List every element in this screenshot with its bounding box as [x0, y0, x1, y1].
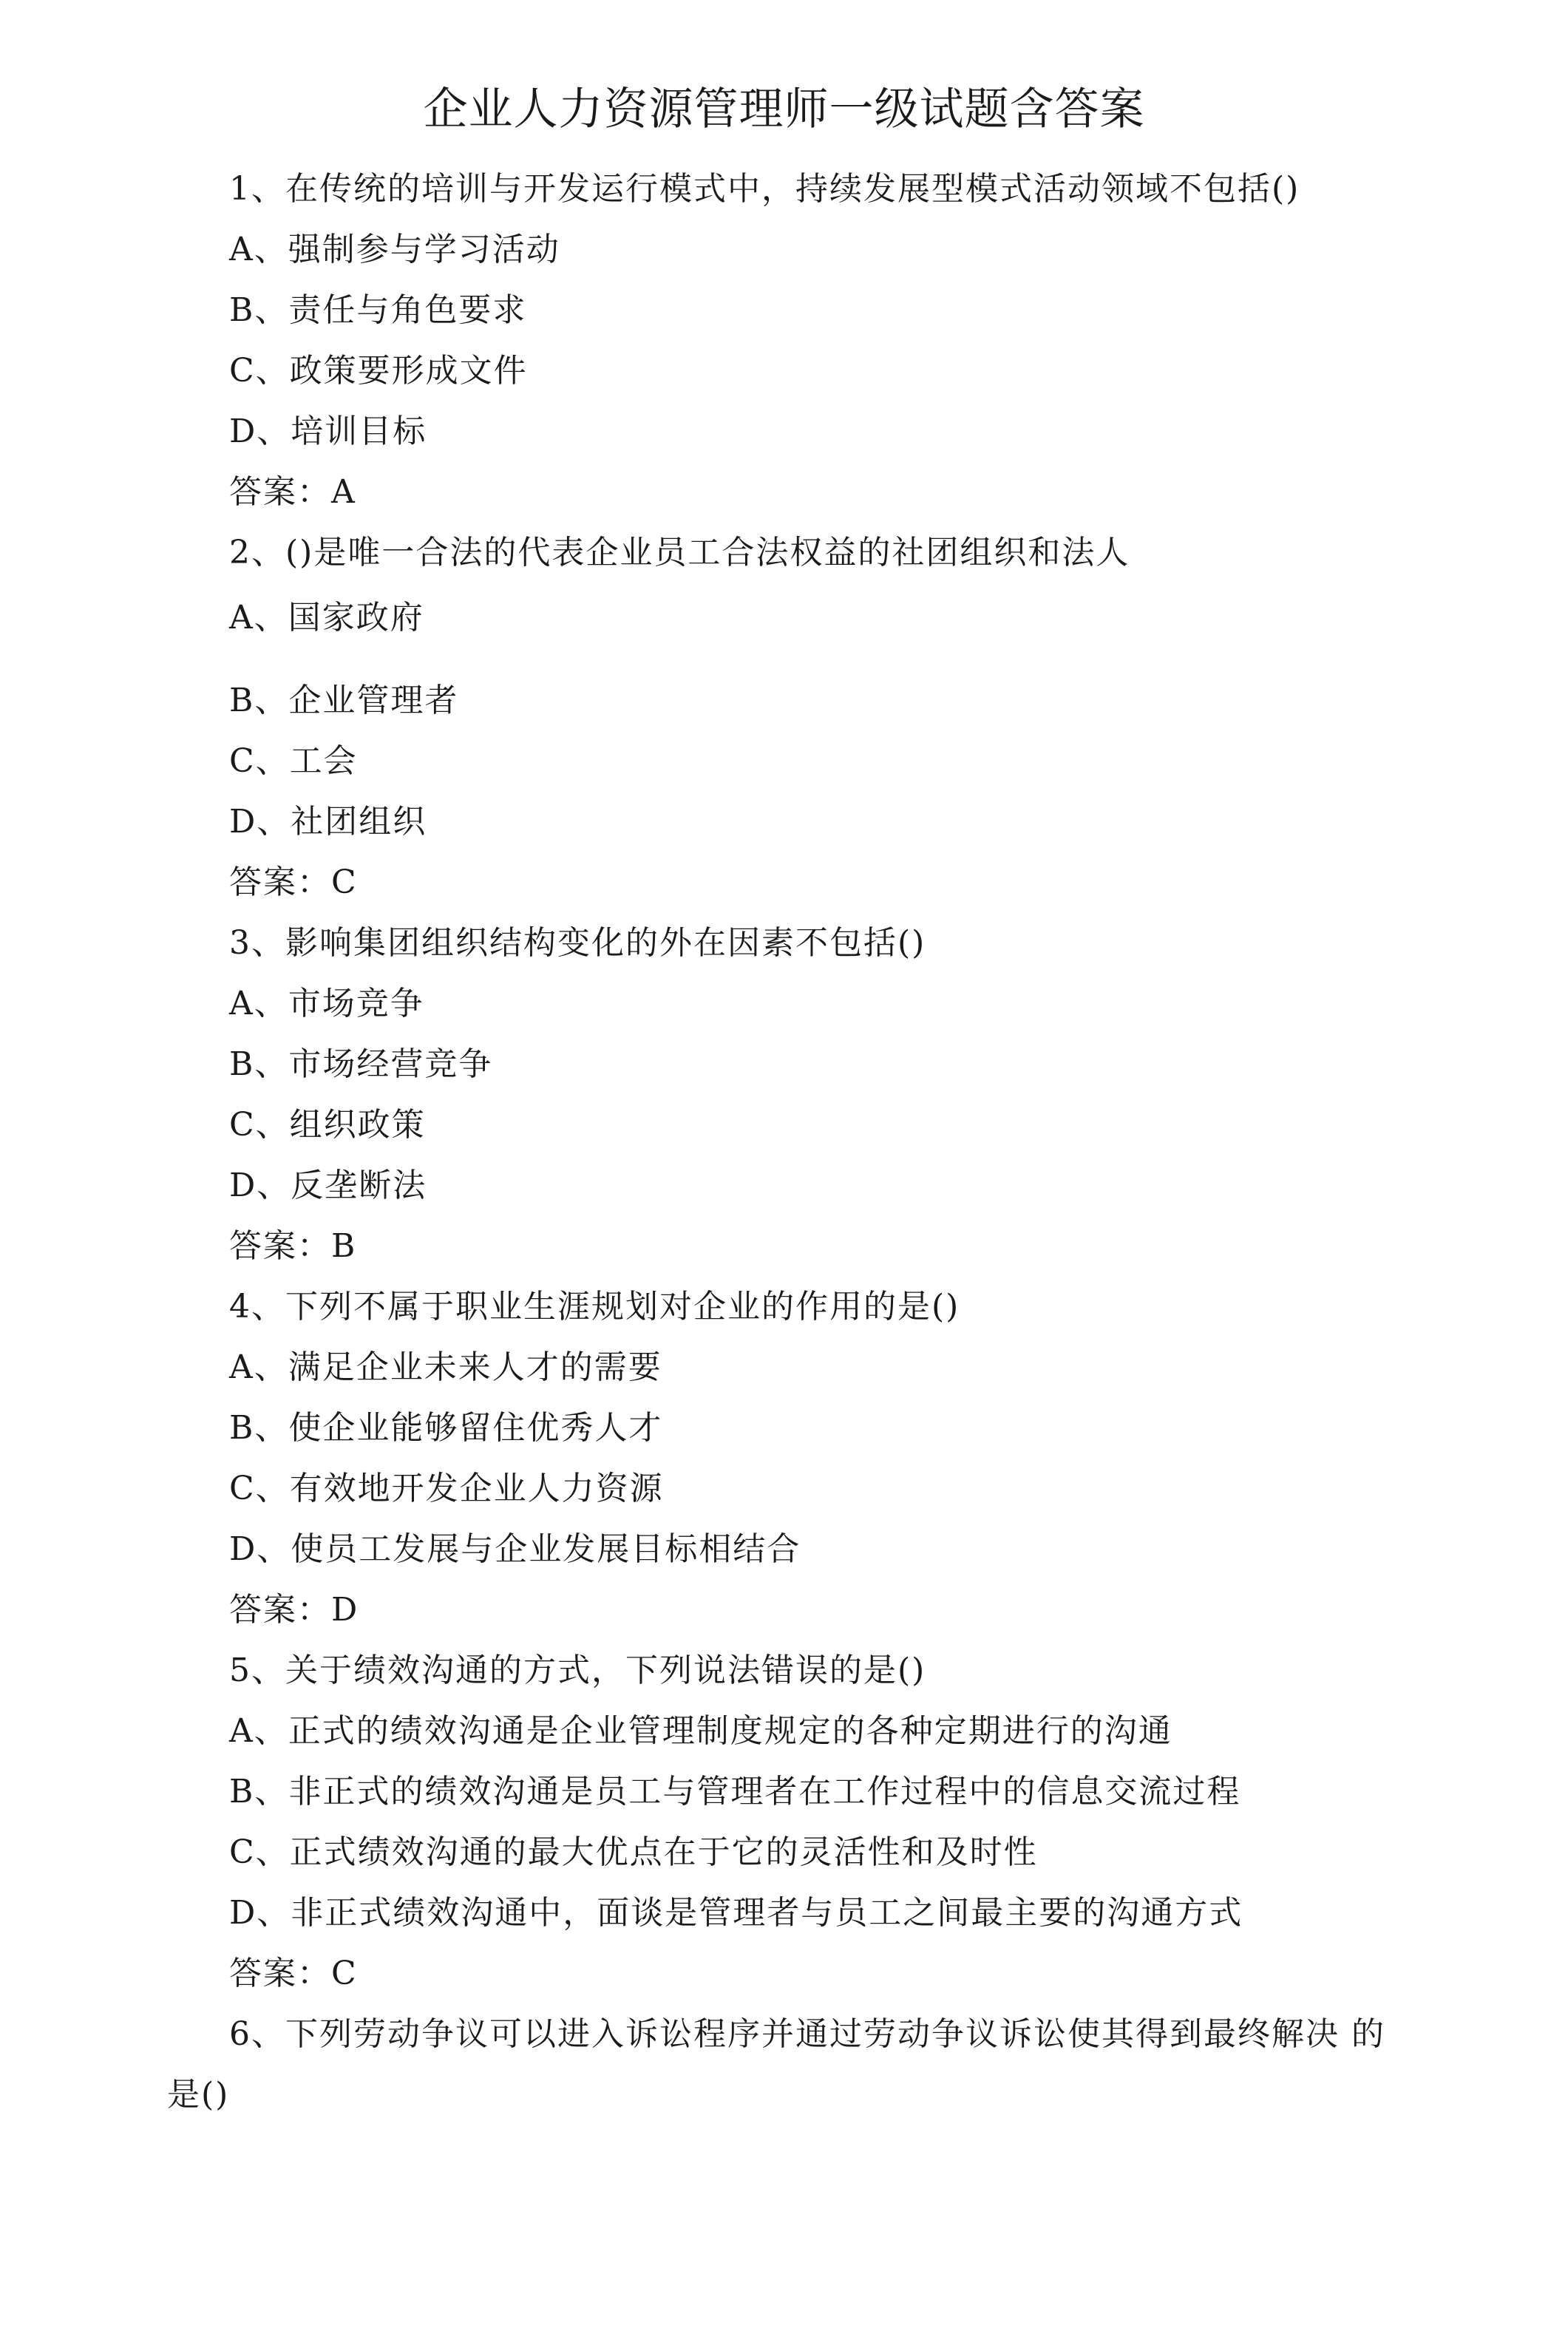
question-3-option-a: A、市场竞争 [229, 985, 424, 1022]
question-2-option-b: B、企业管理者 [229, 682, 459, 719]
question-1-text: 1、在传统的培训与开发运行模式中，持续发展型模式活动领域不包括() [229, 170, 1300, 208]
question-1-option-c: C、政策要形成文件 [229, 352, 528, 390]
question-2-option-d: D、社团组织 [229, 803, 427, 841]
question-5-answer: 答案：C [229, 1955, 358, 1992]
question-1-option-d: D、培训目标 [229, 413, 427, 450]
question-2-text: 2、()是唯一合法的代表企业员工合法权益的社团组织和法人 [229, 534, 1130, 571]
question-6-text-continued: 是() [167, 2076, 230, 2114]
question-1-answer: 答案：A [229, 473, 356, 511]
question-4-option-b: B、使企业能够留住优秀人才 [229, 1409, 663, 1447]
question-2-option-c: C、工会 [229, 742, 358, 780]
question-5-text: 5、关于绩效沟通的方式，下列说法错误的是() [229, 1652, 926, 1689]
question-2-option-a: A、国家政府 [229, 599, 424, 637]
question-4-option-d: D、使员工发展与企业发展目标相结合 [229, 1530, 801, 1568]
question-2-answer: 答案：C [229, 863, 358, 901]
question-3-option-c: C、组织政策 [229, 1106, 426, 1144]
question-4-option-c: C、有效地开发企业人力资源 [229, 1470, 664, 1507]
question-4-option-a: A、满足企业未来人才的需要 [229, 1348, 662, 1386]
question-5-option-a: A、正式的绩效沟通是企业管理制度规定的各种定期进行的沟通 [229, 1712, 1172, 1750]
document-title: 企业人力资源管理师一级试题含答案 [423, 84, 1145, 135]
question-6-text: 6、下列劳动争议可以进入诉讼程序并通过劳动争议诉讼使其得到最终解决 的 [229, 2015, 1385, 2053]
question-5-option-c: C、正式绩效沟通的最大优点在于它的灵活性和及时性 [229, 1833, 1038, 1871]
question-5-option-b: B、非正式的绩效沟通是员工与管理者在工作过程中的信息交流过程 [229, 1773, 1241, 1810]
question-4-answer: 答案：D [229, 1591, 359, 1629]
question-5-option-d: D、非正式绩效沟通中，面谈是管理者与员工之间最主要的沟通方式 [229, 1894, 1243, 1932]
question-3-option-b: B、市场经营竞争 [229, 1045, 493, 1083]
question-3-option-d: D、反垄断法 [229, 1167, 427, 1204]
question-4-text: 4、下列不属于职业生涯规划对企业的作用的是() [229, 1288, 960, 1326]
question-3-answer: 答案：B [229, 1227, 357, 1265]
question-1-option-a: A、强制参与学习活动 [229, 231, 560, 268]
question-1-option-b: B、责任与角色要求 [229, 291, 527, 329]
question-3-text: 3、影响集团组织结构变化的外在因素不包括() [229, 924, 926, 962]
